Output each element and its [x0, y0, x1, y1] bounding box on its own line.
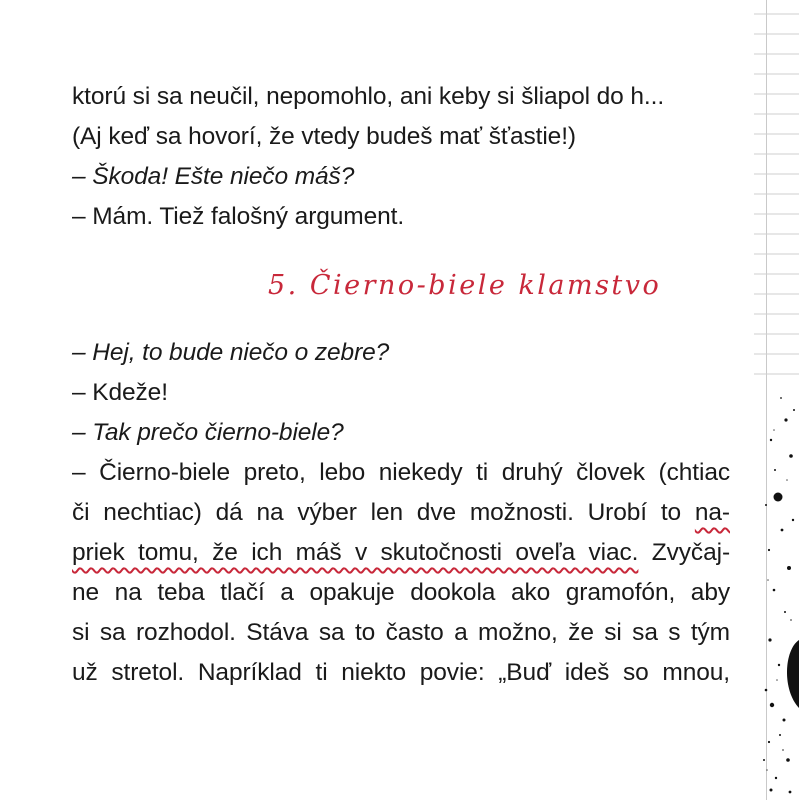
paragraph-line-3-text: Zvyčaj-	[638, 539, 731, 566]
dialogue-line-question: – Škoda! Ešte niečo máš?	[72, 163, 355, 190]
paragraph-line-2	[72, 498, 730, 528]
underlined-phrase-start: na-	[694, 499, 730, 526]
dialogue-line-1: – Hej, to bude niečo o zebre?	[72, 339, 390, 366]
paragraph-line-2-text: či nechtiac) dá na výber len dve možnosti. Urobí to	[72, 499, 695, 526]
section-heading: 5. Čierno-biele klamstvo	[268, 270, 662, 301]
dialogue-line-2: – Kdeže!	[72, 379, 168, 406]
dialogue-line-answer: – Mám. Tiež falošný argument.	[72, 203, 405, 230]
paragraph-line-4: ne na teba tlačí a opakuje dookola ako gramofón, aby	[72, 579, 730, 606]
body-line-1: ktorú si sa neučil, nepomohlo, ani keby si šliapol do h...	[72, 83, 665, 110]
notebook-edge-decoration	[754, 0, 799, 800]
dialogue-line-3: – Tak prečo čierno-biele?	[72, 419, 344, 446]
paragraph-line-1: – Čierno-biele preto, lebo niekedy ti druhý človek (chtiac	[72, 459, 730, 486]
body-line-2: (Aj keď sa hovorí, že vtedy budeš mať šťastie!)	[72, 123, 576, 150]
underlined-phrase-end: priek tomu, že ich máš v skutočnosti oveľa viac.	[72, 539, 639, 566]
paragraph-line-6: už stretol. Napríklad ti niekto povie: „Buď ideš so mnou,	[72, 659, 730, 686]
paragraph-line-5: si sa rozhodol. Stáva sa to často a možno, že si sa s tým	[72, 619, 730, 646]
paragraph-line-3	[72, 538, 730, 568]
